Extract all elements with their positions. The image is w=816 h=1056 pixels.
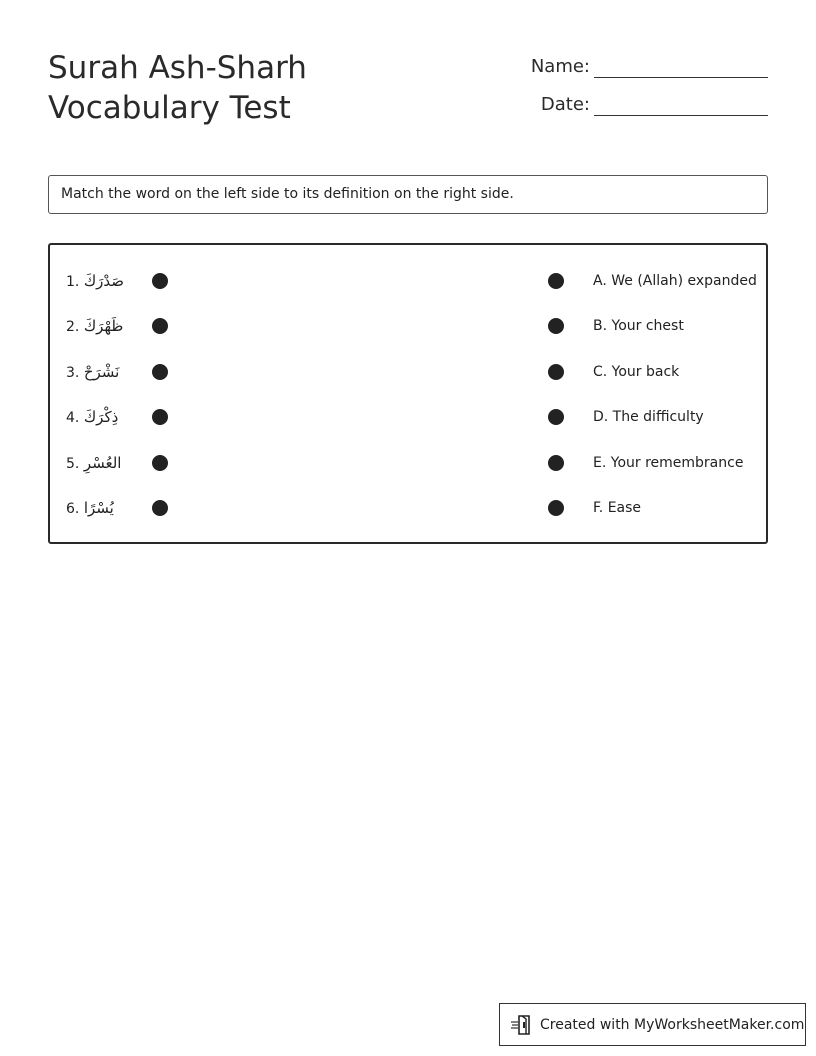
right-item: B. Your chest [593, 318, 684, 334]
left-item-number: 4. [66, 410, 80, 426]
right-item: A. We (Allah) expanded [593, 273, 757, 289]
date-field [520, 88, 768, 116]
left-item [66, 360, 119, 384]
footer-credit[interactable] [499, 1003, 806, 1046]
date-label: Date: [540, 94, 590, 115]
left-match-dot [152, 455, 168, 471]
left-item-number: 1. [66, 274, 80, 290]
right-match-dot [548, 455, 564, 471]
left-item [66, 269, 124, 293]
date-line [594, 91, 768, 116]
right-match-dot [548, 273, 564, 289]
left-match-dot [152, 364, 168, 380]
right-match-dot [548, 500, 564, 516]
left-item-number: 2. [66, 319, 80, 335]
right-match-dot [548, 318, 564, 334]
left-item-word: يُسْرًا [83, 499, 114, 517]
left-item [66, 496, 114, 520]
left-item-number: 6. [66, 501, 80, 517]
left-match-dot [152, 500, 168, 516]
left-item [66, 314, 123, 338]
left-item-word: صَدْرَكَ [83, 272, 125, 290]
matching-box [48, 243, 768, 544]
left-item-number: 5. [66, 456, 80, 472]
match-row [50, 405, 766, 429]
right-item: C. Your back [593, 364, 680, 380]
left-match-dot [152, 409, 168, 425]
left-item [66, 405, 118, 429]
match-row [50, 451, 766, 475]
left-item-word: نَشْرَحْ [83, 363, 120, 381]
instructions-box: Match the word on the left side to its definition on the right side. [48, 175, 768, 214]
footer-text[interactable]: Created with MyWorksheetMaker.com [540, 1016, 805, 1033]
left-match-dot [152, 318, 168, 334]
left-item-word: ذِكْرَكَ [83, 408, 119, 426]
match-row [50, 269, 766, 293]
right-match-dot [548, 364, 564, 380]
left-item-word: العُسْرِ [83, 454, 122, 472]
name-field [520, 50, 768, 78]
name-label: Name: [530, 56, 590, 77]
worksheet-maker-logo-icon [510, 1013, 534, 1037]
right-item: E. Your remembrance [593, 455, 744, 471]
right-match-dot [548, 409, 564, 425]
left-item [66, 451, 121, 475]
worksheet-title: Surah Ash-Sharh Vocabulary Test [48, 50, 307, 126]
right-item: D. The difficulty [593, 409, 704, 425]
left-match-dot [152, 273, 168, 289]
name-line [594, 53, 768, 78]
match-row [50, 360, 766, 384]
match-row [50, 496, 766, 520]
left-item-word: ظَهْرَكَ [83, 317, 124, 335]
match-row [50, 314, 766, 338]
right-item: F. Ease [593, 500, 642, 516]
left-item-number: 3. [66, 365, 80, 381]
